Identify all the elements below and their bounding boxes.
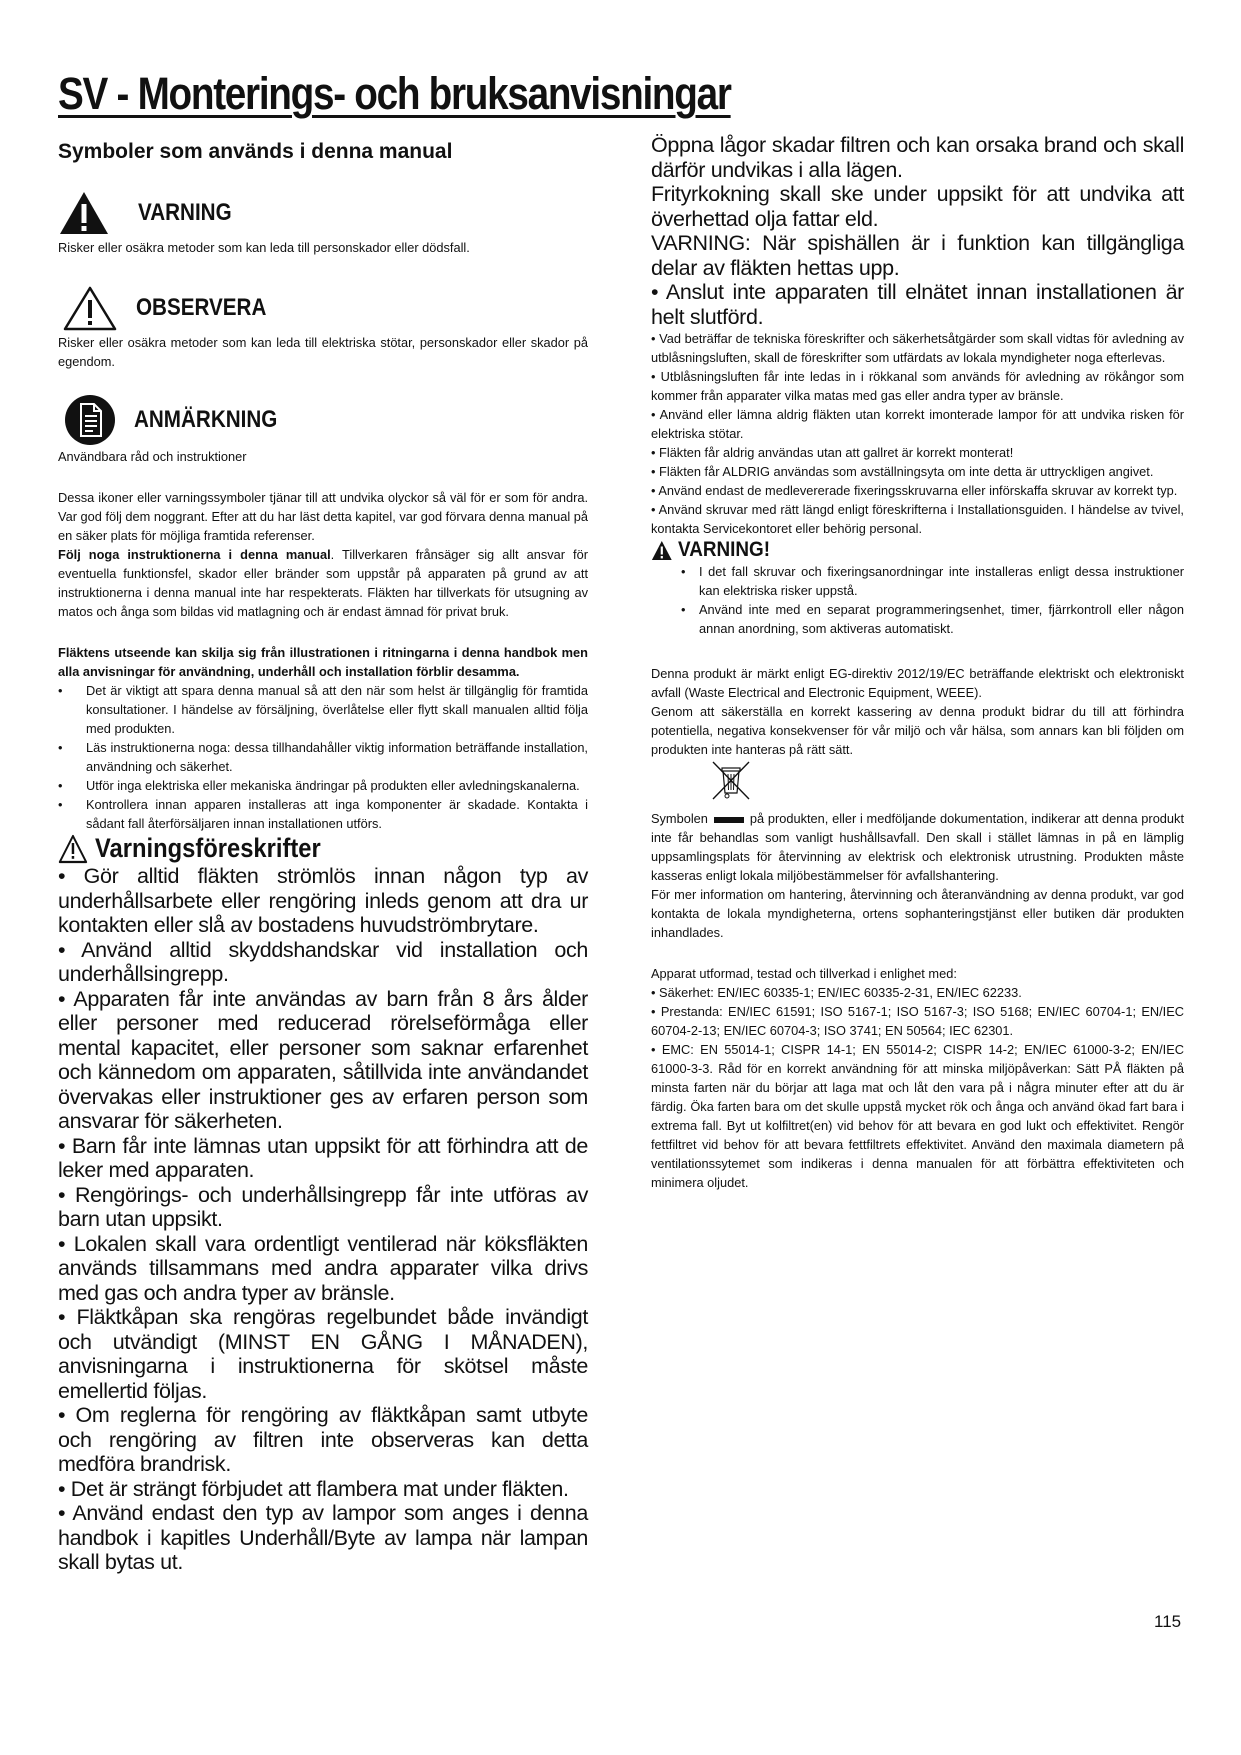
- varning-list: [651, 562, 1184, 638]
- paragraph: • Fläkten får ALDRIG användas som avställningsyta om inte detta är uttryckligen angivet.: [651, 464, 1154, 479]
- warnings-list: [58, 864, 588, 1575]
- list-item: • Kontrollera innan apparen installeras att inga komponenter är skadade. Kontakta i sådant fall återförsäljaren innan installationen utförs.: [58, 795, 588, 833]
- paragraph: Öppna lågor skadar filtren och kan orsaka brand och skall därför undvikas i alla lägen.: [651, 133, 1184, 182]
- list-item: • Om reglerna för rengöring av fläktkåpan samt utbyte och rengöring av filtren inte observeras kan detta medföra brandrisk.: [58, 1403, 588, 1476]
- symbol-paragraph: [651, 809, 1184, 885]
- intro-paragraph-1: Dessa ikoner eller varningssymboler tjänar till att undvika olyckor så väl för er som för andra. Var god följ dem noggrant. Efter att du har läst detta kapitel, var god förvara denna manual på en säker plats för möjliga framtida referenser.: [58, 490, 588, 543]
- right-large-text: [651, 133, 1184, 329]
- paragraph: • Vad beträffar de tekniska föreskrifter och säkerhetsåtgärder som skall vidtas för avledning av utblåsningsluften, skall de föreskrifter som utfärdats av lokala myndigheter noga efterlevas.: [651, 331, 1184, 365]
- anmarkning-row: [58, 393, 588, 447]
- symbol-post: på produkten, eller i medföljande dokumentation, indikerar att denna produkt inte får behandlas som vanligt hushållsavfall. Den skall i stället lämnas in på en lämplig uppsamlingsplats för återvinning av elektrisk och elektronisk utrustning. Produkten måste kasseras enligt lokala miljöbestämmelser för avfallshantering.: [651, 811, 1184, 883]
- list-item: • Läs instruktionerna noga: dessa tillhandahåller viktig information beträffande installation, användning och säkerhet.: [58, 738, 588, 776]
- standards-block: [651, 964, 1184, 1192]
- list-item: • Fläktkåpan ska rengöras regelbundet både invändigt och utvändigt (MINST EN GÅNG I MÅNADEN), anvisningarna i instruktionerna för skötsel måste emellertid följas.: [58, 1305, 588, 1403]
- weee-paragraph-2: Genom att säkerställa en korrekt kassering av denna produkt bidrar du till att förhindra potentiella, negativa konsekvenser för vår miljö och vår hälsa, som annars kan bli följden om produkten inte hanteras på rätt sätt.: [651, 704, 1184, 757]
- page-number: 115: [1154, 1612, 1182, 1631]
- paragraph: • Prestanda: EN/IEC 61591; ISO 5167-1; ISO 5167-3; ISO 5168; EN/IEC 60704-1; EN/IEC 60704-2-13; EN/IEC 60704-3; ISO 3741; EN 50564; IEC 62301.: [651, 1004, 1184, 1038]
- varning-row: [58, 188, 588, 238]
- note-document-icon: [64, 394, 118, 446]
- list-item: • Apparaten får inte användas av barn från 8 års ålder eller personer med reducerad rörelseförmåga eller mental kapacitet, eller personer som saknar erfarenhet och kännedom om apparaten, såtillvida inte användandet övervakas eller instruktioner ges av erfaren person som ansvarar för säkerheten.: [58, 986, 588, 1133]
- list-item: • Använd alltid skyddshandskar vid installation och underhållsingrepp.: [58, 937, 588, 986]
- paragraph: VARNING: När spishällen är i funktion kan tillgängliga delar av fläkten hettas upp.: [651, 231, 1184, 280]
- warning-outline-icon: [58, 834, 88, 864]
- weee-crossed-bin-icon: [709, 759, 753, 801]
- warning-filled-icon: [651, 540, 673, 561]
- varning-heading-text: VARNING!: [678, 538, 771, 561]
- observera-row: [58, 283, 588, 333]
- list-item: • Gör alltid fläkten strömlös innan någon typ av underhållsarbete eller rengöring inleds genom att dra ur kontakten eller slå av bostadens huvudströmbrytare.: [58, 864, 588, 937]
- paragraph: • Använd skruvar med rätt längd enligt föreskrifterna i Installationsguiden. I händelse av tvivel, kontakta Servicekontoret eller behörig personal.: [651, 502, 1184, 536]
- warning-filled-icon: [58, 190, 110, 236]
- left-column: [58, 140, 588, 1575]
- black-bar-icon: [714, 817, 744, 823]
- warnings-heading-text: Varningsföreskrifter: [94, 833, 321, 863]
- anmarkning-title: ANMÄRKNING: [134, 406, 278, 433]
- paragraph: Apparat utformad, testad och tillverkad i enlighet med:: [651, 966, 957, 981]
- varning-heading: [651, 538, 1131, 562]
- list-item: • Utför inga elektriska eller mekaniska ändringar på produkten eller avledningskanalerna.: [58, 776, 588, 795]
- paragraph: • Utblåsningsluften får inte ledas in i rökkanal som används för avledning av rökångor som kommer från apparater vilka matas med gas eller andra typer av bränsle.: [651, 369, 1184, 403]
- list-item: • Lokalen skall vara ordentligt ventilerad när köksfläkten används tillsammans med andra apparater vilka drivs med gas och andra typer av bränsle.: [58, 1231, 588, 1305]
- list-item: • Det är viktigt att spara denna manual så att den när som helst är tillgänglig för framtida konsultationer. I händelse av försäljning, överlåtelse eller flytt skall manualen alltid följa med produkten.: [58, 681, 588, 738]
- anmarkning-text: Användbara råd och instruktioner: [58, 449, 247, 464]
- paragraph: • Använd endast de medlevererade fixeringsskruvarna eller införskaffa skruvar av korrekt typ.: [651, 483, 1178, 498]
- list-item: • I det fall skruvar och fixeringsanordningar inte installeras enligt dessa instruktioner kan elektriska risker uppstå.: [651, 562, 1184, 600]
- paragraph: • Säkerhet: EN/IEC 60335-1; EN/IEC 60335-2-31, EN/IEC 62233.: [651, 985, 1022, 1000]
- paragraph: • Fläkten får aldrig användas utan att gallret är korrekt monterat!: [651, 445, 1014, 460]
- appearance-note: Fläktens utseende kan skilja sig från illustrationen i ritningarna i denna handbok men alla anvisningar för användning, underhåll och installation förblir desamma.: [58, 645, 588, 679]
- symbol-pre: Symbolen: [651, 811, 708, 826]
- list-item: • Barn får inte lämnas utan uppsikt för att förhindra att de leker med apparaten.: [58, 1133, 588, 1182]
- symbols-heading: Symboler som används i denna manual: [58, 140, 453, 163]
- right-small-text: [651, 329, 1184, 538]
- varning-text: Risker eller osäkra metoder som kan leda till personskador eller dödsfall.: [58, 240, 470, 255]
- paragraph: • Anslut inte apparaten till elnätet innan installationen är helt slutförd.: [651, 280, 1184, 329]
- paragraph: • EMC: EN 55014-1; CISPR 14-1; EN 55014-2; CISPR 14-2; EN/IEC 61000-3-2; EN/IEC 61000-3-3. Råd för en korrekt användning för att minska miljöpåverkan: Sätt PÅ fläkten på minsta farten när du börjar att laga mat och låt den vara på i några minuter efter att du är färdig. Öka farten bara om det skulle uppstå mycket rök och ånga och använd ökad fart bara i extrema fall. Byt ut kolfiltret(en) vid behov för att bevara en god lukt och effektivitet. Rengör fettfiltret vid behov för att bevara fettfiltrets effektivitet. Använd den maximala diametern på ventilationssytemet som indikeras i denna manualen för att förbättra effektiviteten och minimera oljudet.: [651, 1042, 1184, 1190]
- varning-title: VARNING: [138, 199, 232, 226]
- right-column: [651, 133, 1184, 1192]
- manual-bullet-list: [58, 681, 588, 833]
- intro-bold-lead: Följ noga instruktionerna i denna manual: [58, 547, 331, 562]
- paragraph: Frityrkokning skall ske under uppsikt för att undvika att överhettad olja fattar eld.: [651, 182, 1184, 231]
- paragraph: • Använd eller lämna aldrig fläkten utan korrekt imonterade lampor för att undvika risken för elektriska stötar.: [651, 407, 1184, 441]
- list-item: • Använd endast den typ av lampor som anges i denna handbok i kapitles Underhåll/Byte av lampa när lampan skall bytas ut.: [58, 1501, 588, 1574]
- weee-paragraph-1: Denna produkt är märkt enligt EG-direktiv 2012/19/EC beträffande elektriskt och elektroniskt avfall (Waste Electrical and Electronic Equipment, WEEE).: [651, 666, 1184, 700]
- warnings-heading: [58, 833, 524, 864]
- warning-outline-icon: [62, 285, 118, 331]
- page-title: SV - Monterings- och bruksanvisningar: [58, 68, 731, 119]
- intro-rest: . Tillverkaren frånsäger sig allt ansvar för eventuella funktionsfel, skador eller bränder som uppstår på apparaten på grund av att instruktionerna i denna manual inte har respekterats. Fläkten har tillverkats för utsugning av matos och ånga som bildas vid matlagning och är endast ämnad för privat bruk.: [58, 547, 588, 619]
- list-item: • Det är strängt förbjudet att flambera mat under fläkten.: [58, 1476, 569, 1501]
- list-item: • Rengörings- och underhållsingrepp får inte utföras av barn utan uppsikt.: [58, 1182, 588, 1231]
- list-item: • Använd inte med en separat programmeringsenhet, timer, fjärrkontroll eller någon annan anordning, som aktiveras automatiskt.: [651, 600, 1184, 638]
- observera-title: OBSERVERA: [136, 294, 267, 321]
- more-info-paragraph: För mer information om hantering, återvinning och återanvändning av denna produkt, var god kontakta de lokala myndigheterna, ortens sophanteringstjänst eller butiken där produkten inhandlades.: [651, 887, 1184, 940]
- intro-paragraph-2: [58, 545, 588, 621]
- observera-text: Risker eller osäkra metoder som kan leda till elektriska stötar, personskador eller skador på egendom.: [58, 335, 588, 369]
